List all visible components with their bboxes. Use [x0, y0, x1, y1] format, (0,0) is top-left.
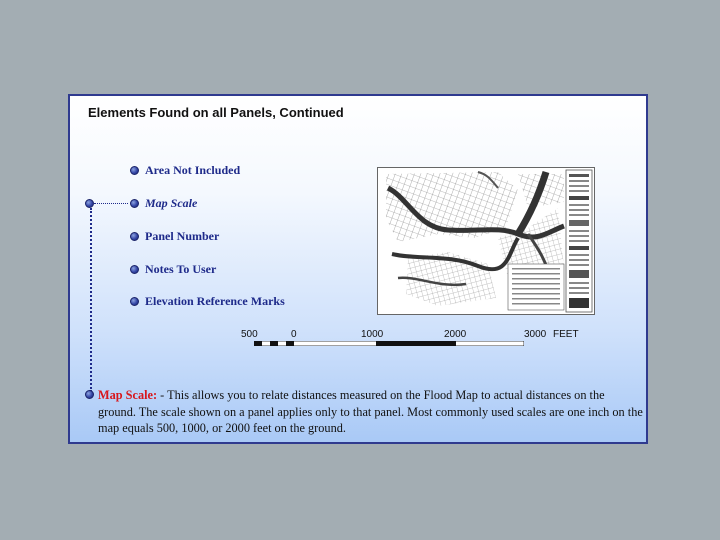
scale-label-0: 0 [291, 329, 297, 340]
flood-map-graphic [378, 168, 594, 314]
scale-label-2000: 2000 [444, 329, 467, 340]
map-scale-description [98, 387, 643, 437]
scale-bar-graphic [254, 341, 524, 346]
description-term: Map Scale: [98, 388, 158, 402]
bullet-icon [130, 232, 139, 241]
item-area-not-included: Area Not Included [145, 163, 241, 177]
connector-line-horizontal [94, 203, 128, 204]
connector-start-icon [85, 199, 94, 208]
slide-panel [68, 94, 648, 444]
item-panel-number: Panel Number [145, 229, 220, 243]
flood-map-thumbnail [377, 167, 595, 315]
bullet-icon [130, 199, 139, 208]
item-map-scale: Map Scale [145, 196, 198, 210]
scale-label-3000: 3000 [524, 329, 547, 340]
item-elevation-reference-marks: Elevation Reference Marks [145, 294, 285, 308]
scale-label-feet: FEET [553, 329, 579, 340]
bullet-icon [130, 265, 139, 274]
scale-label-500: 500 [241, 329, 258, 340]
bullet-icon [130, 297, 139, 306]
description-text: - This allows you to relate distances measured on the Flood Map to actual distances on the ground. The scale shown on a panel applies only to that panel. Most commonly used scales are one inch on the map equals 500, 1000, or 2000 feet on the ground. [98, 388, 643, 435]
bullet-icon [130, 166, 139, 175]
connector-line-vertical [90, 208, 92, 392]
scale-label-1000: 1000 [361, 329, 384, 340]
connector-end-icon [85, 390, 94, 399]
item-notes-to-user: Notes To User [145, 262, 217, 276]
slide-title: Elements Found on all Panels, Continued [88, 105, 344, 120]
